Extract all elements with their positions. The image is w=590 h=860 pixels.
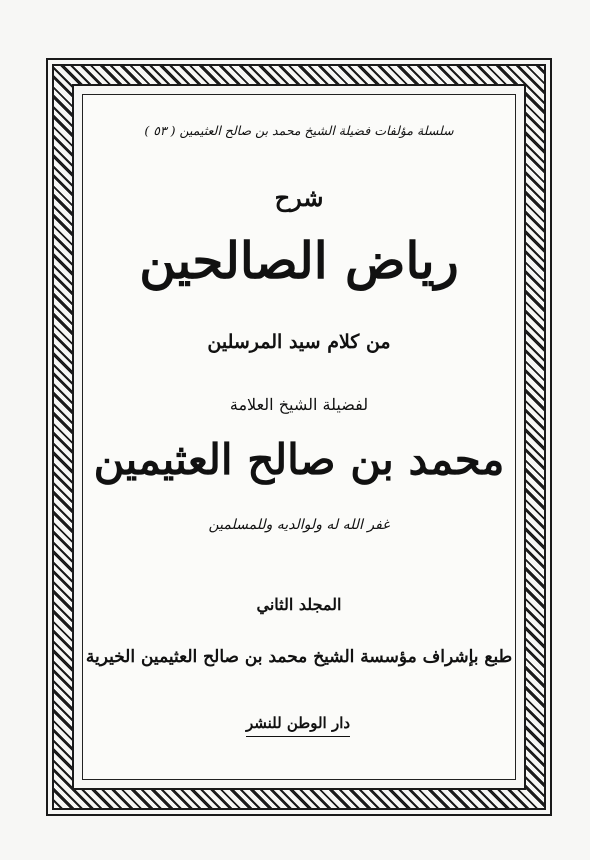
volume-label: المجلد الثاني	[256, 595, 342, 614]
series-line: سلسلة مؤلفات فضيلة الشيخ محمد بن صالح العثيمين ( ٥٣ )	[144, 123, 454, 138]
prayer-line: غفر الله له ولوالديه وللمسلمين	[208, 517, 390, 533]
author-name: محمد بن صالح العثيمين	[93, 435, 505, 484]
book-subtitle: من كلام سيد المرسلين	[207, 331, 391, 353]
inner-panel	[82, 94, 516, 780]
title-prefix: شرح	[274, 183, 324, 212]
supervision-line: طبع بإشراف مؤسسة الشيخ محمد بن صالح العثيمين الخيرية	[85, 647, 513, 667]
publisher-name: دار الوطن للنشر	[246, 714, 350, 737]
author-honorific: لفضيلة الشيخ العلامة	[229, 395, 369, 414]
publisher-logo	[233, 707, 363, 743]
book-title: رياض الصالحين	[139, 231, 459, 290]
